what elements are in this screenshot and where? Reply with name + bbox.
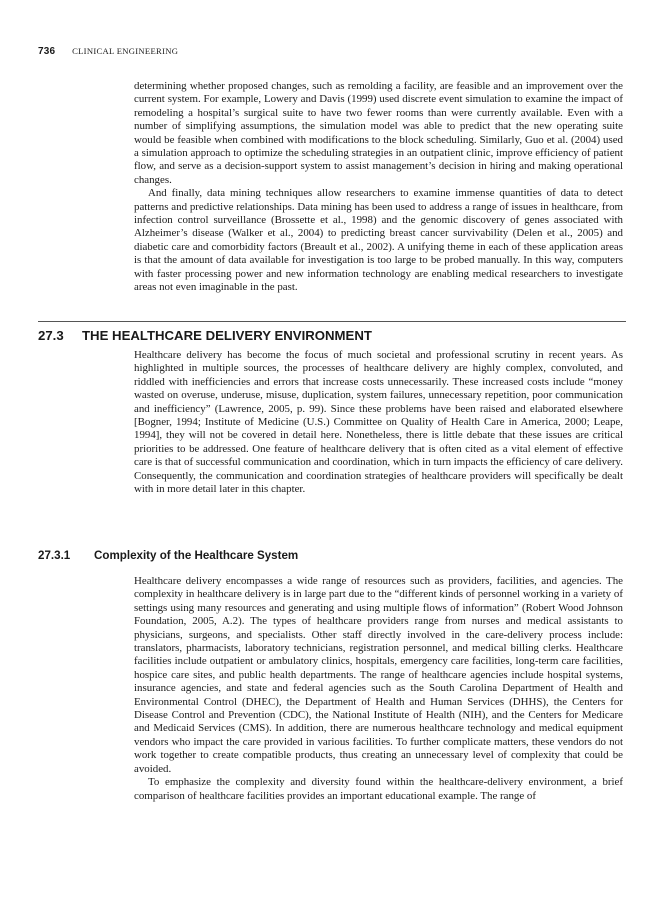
paragraph: And finally, data mining techniques allow researchers to examine immense quantities of data to detect patterns and predictive relationships. Data mining has been used to address a range of issues in healthcare, from infection control surveillance (Brossette et al., 1998) and the genomic discovery of genes associated with Alzheimer’s disease (Walker et al., 2004) to predicting breast cancer survivability (Delen et al., 2005) and diabetic care and comorbidity factors (Breault et al., 2002). A unifying theme in each of these application areas is that the amount of data available for investigation is too large to be probed manually. In this way, computers with faster processing power and new information technology are enabling medical researchers to investigate areas not even imaginable in the past. [134,187,623,294]
page-number: 736 [38,46,56,57]
section-title: THE HEALTHCARE DELIVERY ENVIRONMENT [82,328,372,343]
section-number: 27.3 [38,328,64,343]
paragraph: Healthcare delivery has become the focus of much societal and professional scrutiny in recent years. As highlighted in multiple sources, the processes of healthcare delivery are highly complex, convoluted, and riddled with inefficiencies and errors that increase costs unnecessarily. These increased costs include “money wasted on overuse, underuse, misuse, duplication, system failures, unnecessary repetition, poor communication and inefficiency” (Lawrence, 2005, p. 99). Since these problems have been raised and elaborated elsewhere [Bogner, 1994; Institute of Medicine (U.S.) Committee on Quality of Health Care in America, 2000; Leape, 1994], they will not be covered in detail here. Nonetheless, there is little debate that these issues are critical priorities to be addressed. One feature of healthcare delivery that is often cited as a vital element of effective care is that of successful communication and coordination, which in turn impacts the efficiency of care delivery. Consequently, the communication and coordination strategies of healthcare providers will specifically be dealt with in more detail later in this chapter. [134,349,623,496]
paragraph: determining whether proposed changes, such as remolding a facility, are feasible and an improvement over the current system. For example, Lowery and Davis (1999) used discrete event simulation to examine the impact of remodeling a hospital’s surgical suite to have two fewer rooms than were currently available. Even with a number of simplifying assumptions, the simulation model was able to predict that the new operating suite would be feasible when combined with modifications to the block scheduling. Similarly, Guo et al. (2004) used a simulation approach to optimize the scheduling strategies in an outpatient clinic, improve efficiency of patient flow, and serve as a decision-support system to assist management’s decision in hiring and making operational changes. [134,80,623,186]
section-text [134,349,623,496]
subsection-text [134,575,623,803]
subsection-title: Complexity of the Healthcare System [94,549,299,562]
paragraph: To emphasize the complexity and diversity found within the healthcare-delivery environment, a brief comparison of healthcare facilities provides an important educational example. The range of [134,776,623,802]
running-head [38,46,178,57]
paragraph: Healthcare delivery encompasses a wide range of resources such as providers, facilities, and agencies. The complexity in healthcare delivery is in large part due to the “different kinds of personnel working in a variety of settings using many resources and generating and using multiple flows of information” (Robert Wood Johnson Foundation, 2005, A.2). The types of healthcare providers range from nurses and medical assistants to physicians, surgeons, and specialists. Other staff directly involved in the care-delivery process include: translators, pharmacists, laboratory technicians, registration personnel, and medical billing clerks. Healthcare facilities include outpatient or ambulatory clinics, hospitals, emergency care facilities, long-term care facilities, hospice care sites, and public health departments. The range of healthcare agencies include hospital systems, insurance agencies, and state and federal agencies such as the South Carolina Department of Health and Environmental Control (DHEC), the Department of Health and Human Services (DHHS), the Centers for Disease Control and Prevention (CDC), the National Institute of Health (NIH), and the Centers for Medicare and Medicaid Services (CMS). In addition, there are numerous healthcare technology and medical equipment vendors who impact the care provided in various facilities. To further complicate matters, these vendors do not work together to create compatible products, thus creating an unnecessary level of complexity that could be avoided. [134,575,623,775]
section-heading [38,328,372,343]
intro-text [134,80,623,295]
section-rule [38,321,626,322]
subsection-heading [38,549,298,562]
subsection-number: 27.3.1 [38,549,71,562]
running-title: CLINICAL ENGINEERING [72,46,179,56]
